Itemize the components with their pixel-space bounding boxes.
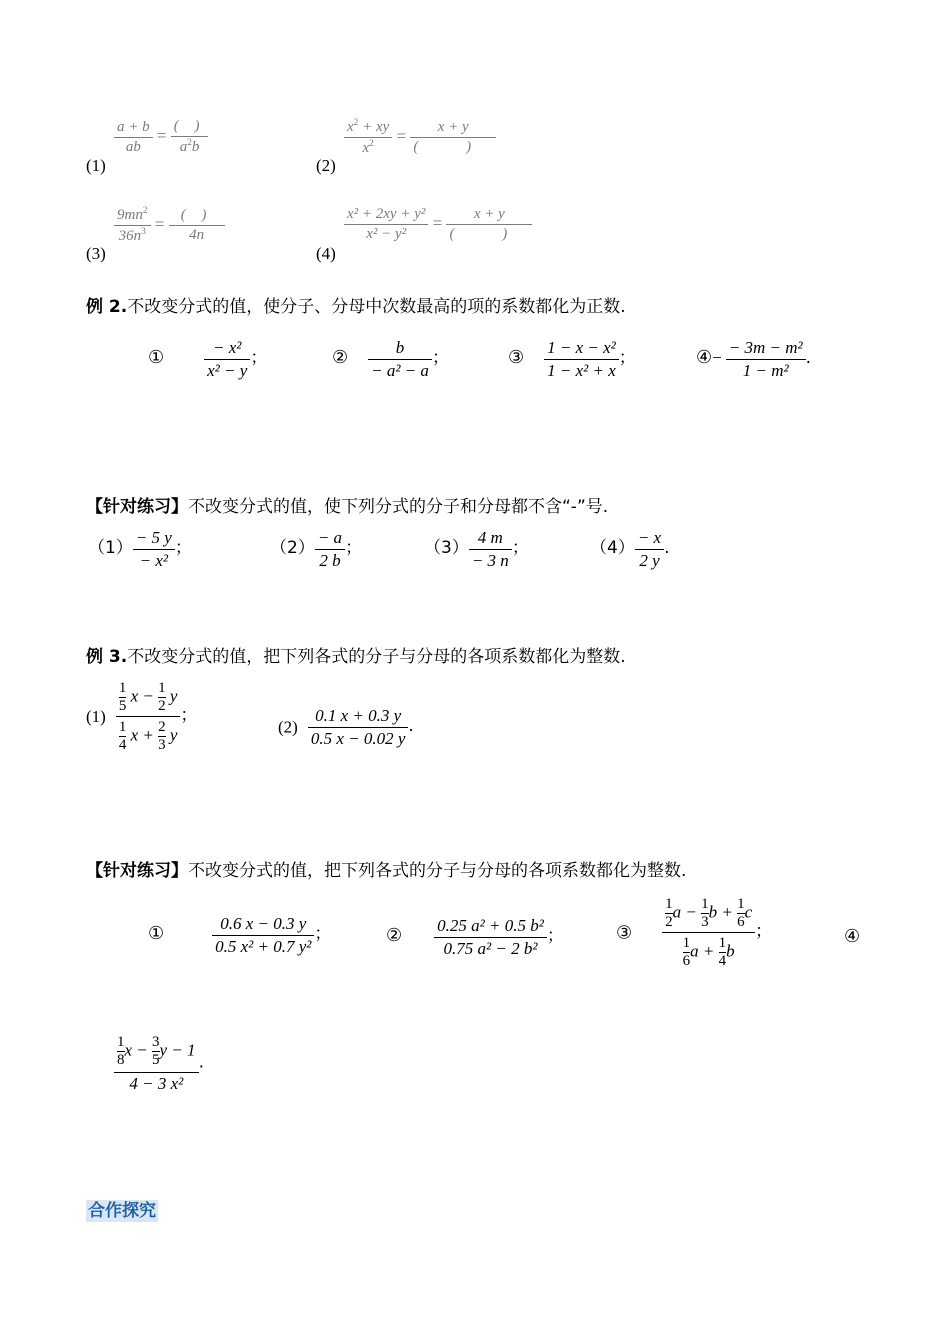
practice-2-item-3: ③ $\frac{1}{2}$ a − $\frac{1}{3}$ b + $\frac{1}{6}$ c $\frac{1}{6}$ a + $\frac{1}{4}$ b ； [616,896,773,969]
practice-1-item-1: （1） $\frac{- 5 y}{\text{− x²}}$ ； [88,528,192,570]
practice-1-heading: 【针对练习】不改变分式的值，使下列分式的分子和分母都不含“-”号. [86,497,609,517]
example-2-item-1: ① $\frac{\text{− x²}}{\text{x² − y}}$ ； [148,338,268,380]
practice-2-item-4-fraction: $\frac{1}{8}$ x − $\frac{3}{5}$ y − 1 4 − 3 x² [114,1034,199,1094]
practice-1-item-3: （3） $\frac{4 m}{- 3 n}$ ； [424,528,529,570]
example-2-item-2: ② $\frac{b}{\text{− a² − a}}$ ； [332,338,449,380]
example-2-heading: 例 2.不改变分式的值，使分子、分母中次数最高的项的系数都化为正数. [86,297,626,317]
practice-1-item-2: （2） $\frac{- a}{2 b}$ ； [270,528,363,570]
problem-2-fraction: $\frac{x^2 + xy}{x^2}$ = $\frac{x + y}{( )}$ [344,118,496,157]
practice-2-item-4: $\frac{1}{8}$ x − $\frac{3}{5}$ y − 1 4 − 3 x² . [114,1034,204,1094]
example-3-problem-1: (1) $\frac{1}{5}$ x − $\frac{1}{2}$ y $\frac{1}{4}$ x + $\frac{2}{3}$ y ； [86,680,198,753]
example-2-item-3: ③ $\frac{\text{1 − x − x²}}{\text{1 − x² + x}}$ ； [508,338,636,380]
example-3-problem-2: (2) $\frac{0.1 x + 0.3 y}{0.5 x - 0.02 y}$ . [278,706,414,748]
problem-3-fraction: $\frac{9mn^2}{36n^3}$ = $\frac{( )}{4n}$ [114,206,225,245]
problem-4-fraction: $\frac{\text{x² + 2xy + y²}}{\text{x² − y²}}$ = $\frac{x + y}{( )}$ [344,206,532,243]
section-coop-heading: 合作探究 [88,1201,156,1221]
practice-2-item-1: ① $\frac{0.6 x - 0.3 y}{\text{0.5 x² + 0.7 y²}}$ ； [148,914,332,956]
problem-1-fraction: $\frac{a + b}{ab}$ = $\frac{( )}{a^2b}$ [114,118,208,156]
example-3-complex-fraction: $\frac{1}{5}$ x − $\frac{1}{2}$ y $\frac{1}{4}$ x + $\frac{2}{3}$ y [116,680,181,754]
problem-1-label: (1) [86,156,106,175]
practice-2-complex-fraction: $\frac{1}{2}$ a − $\frac{1}{3}$ b + $\frac{1}{6}$ c $\frac{1}{6}$ a + $\frac{1}{4}$ b [662,896,755,970]
practice-1-item-4: （4） $\frac{- x}{2 y}$ . [590,528,670,570]
problem-2-label: (2) [316,156,336,175]
practice-2-item-4-mark: ④ [844,926,861,947]
example-3-heading: 例 3.不改变分式的值，把下列各式的分子与分母的各项系数都化为整数. [86,647,626,667]
practice-2-item-2: ② $\frac{\text{0.25 a² + 0.5 b²}}{\text{0.75 a² − 2 b²}}$ ； [386,916,564,958]
problem-4-label: (4) [316,244,336,263]
practice-2-heading: 【针对练习】不改变分式的值，把下列各式的分子与分母的各项系数都化为整数. [86,861,687,881]
problem-3-label: (3) [86,244,106,263]
example-2-item-4: ④− $\frac{\text{− 3m − m²}}{\text{1 − m²}}$ . [696,338,811,380]
